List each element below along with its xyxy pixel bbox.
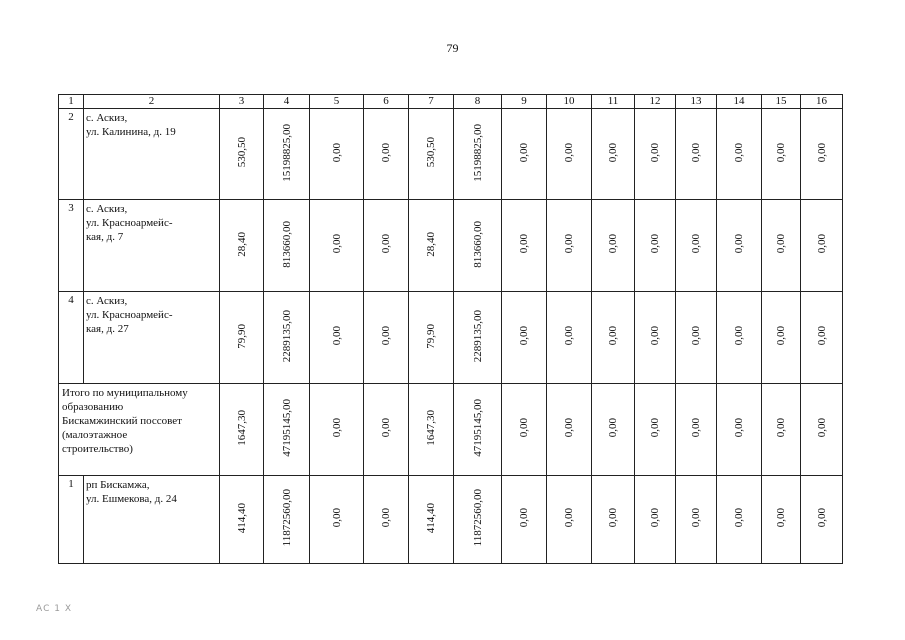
column-number: 16 [801, 95, 843, 109]
value-cell: 0,00 [592, 200, 635, 292]
column-number: 6 [364, 95, 409, 109]
value-cell: 0,00 [717, 476, 762, 564]
total-value-cell: 0,00 [717, 384, 762, 476]
column-number: 9 [502, 95, 547, 109]
row-number: 4 [59, 292, 84, 384]
value-cell: 15198825,00 [454, 109, 502, 200]
value-cell: 0,00 [310, 292, 364, 384]
column-number: 4 [264, 95, 310, 109]
total-value-cell: 0,00 [592, 384, 635, 476]
column-number: 8 [454, 95, 502, 109]
total-value-cell: 47195145,00 [264, 384, 310, 476]
value-cell: 530,50 [220, 109, 264, 200]
value-cell: 0,00 [676, 476, 717, 564]
total-value-cell: 1647,30 [220, 384, 264, 476]
column-number: 10 [547, 95, 592, 109]
value-cell: 0,00 [717, 109, 762, 200]
value-cell: 813660,00 [264, 200, 310, 292]
value-cell: 0,00 [547, 292, 592, 384]
total-value-cell: 0,00 [676, 384, 717, 476]
value-cell: 0,00 [592, 476, 635, 564]
row-address: с. Аскиз, ул. Красноармейс- кая, д. 27 [84, 292, 220, 384]
value-cell: 0,00 [547, 476, 592, 564]
value-cell: 0,00 [502, 200, 547, 292]
column-number: 15 [762, 95, 801, 109]
total-value-cell: 0,00 [547, 384, 592, 476]
value-cell: 0,00 [502, 476, 547, 564]
value-cell: 0,00 [592, 109, 635, 200]
value-cell: 0,00 [635, 109, 676, 200]
total-value-cell: 0,00 [310, 384, 364, 476]
value-cell: 0,00 [801, 109, 843, 200]
total-value-cell: 1647,30 [409, 384, 454, 476]
value-cell: 28,40 [409, 200, 454, 292]
value-cell: 530,50 [409, 109, 454, 200]
column-number-row [59, 95, 843, 109]
total-value-cell: 0,00 [762, 384, 801, 476]
value-cell: 0,00 [717, 200, 762, 292]
column-number: 5 [310, 95, 364, 109]
value-cell: 0,00 [364, 200, 409, 292]
value-cell: 2289135,00 [264, 292, 310, 384]
value-cell: 0,00 [547, 200, 592, 292]
column-number: 14 [717, 95, 762, 109]
value-cell: 15198825,00 [264, 109, 310, 200]
row-address: с. Аскиз, ул. Красноармейс- кая, д. 7 [84, 200, 220, 292]
total-row [59, 384, 843, 476]
column-number: 11 [592, 95, 635, 109]
value-cell: 0,00 [762, 200, 801, 292]
value-cell: 0,00 [310, 476, 364, 564]
column-number: 7 [409, 95, 454, 109]
column-number: 3 [220, 95, 264, 109]
value-cell: 0,00 [762, 292, 801, 384]
value-cell: 0,00 [801, 292, 843, 384]
value-cell: 79,90 [220, 292, 264, 384]
value-cell: 0,00 [635, 200, 676, 292]
total-value-cell: 0,00 [502, 384, 547, 476]
value-cell: 0,00 [502, 109, 547, 200]
value-cell: 0,00 [592, 292, 635, 384]
row-address: с. Аскиз, ул. Калинина, д. 19 [84, 109, 220, 200]
value-cell: 0,00 [547, 109, 592, 200]
scan-mark: АС 1 Х [36, 604, 73, 614]
value-cell: 2289135,00 [454, 292, 502, 384]
value-cell: 0,00 [310, 200, 364, 292]
value-cell: 813660,00 [454, 200, 502, 292]
value-cell: 0,00 [364, 109, 409, 200]
value-cell: 0,00 [310, 109, 364, 200]
value-cell: 0,00 [762, 476, 801, 564]
value-cell: 414,40 [220, 476, 264, 564]
column-number: 1 [59, 95, 84, 109]
value-cell: 0,00 [676, 109, 717, 200]
table-row [59, 476, 843, 564]
value-cell: 0,00 [801, 476, 843, 564]
table-row [59, 292, 843, 384]
row-number: 2 [59, 109, 84, 200]
row-number: 1 [59, 476, 84, 564]
value-cell: 28,40 [220, 200, 264, 292]
value-cell: 0,00 [801, 200, 843, 292]
table-row [59, 200, 843, 292]
value-cell: 0,00 [502, 292, 547, 384]
table-row [59, 109, 843, 200]
column-number: 2 [84, 95, 220, 109]
total-value-cell: 47195145,00 [454, 384, 502, 476]
value-cell: 0,00 [676, 292, 717, 384]
value-cell: 0,00 [762, 109, 801, 200]
column-number: 13 [676, 95, 717, 109]
total-value-cell: 0,00 [635, 384, 676, 476]
row-address: рп Бискамжа, ул. Ешмекова, д. 24 [84, 476, 220, 564]
value-cell: 0,00 [364, 476, 409, 564]
value-cell: 11872560,00 [264, 476, 310, 564]
housing-table [58, 94, 843, 564]
page-number: 79 [446, 41, 459, 55]
total-value-cell: 0,00 [801, 384, 843, 476]
row-number: 3 [59, 200, 84, 292]
value-cell: 79,90 [409, 292, 454, 384]
value-cell: 0,00 [717, 292, 762, 384]
value-cell: 0,00 [635, 476, 676, 564]
total-label: Итого по муниципальному образованию Бискамжинский поссовет (малоэтажное строительство) [59, 384, 220, 476]
column-number: 12 [635, 95, 676, 109]
value-cell: 0,00 [635, 292, 676, 384]
total-value-cell: 0,00 [364, 384, 409, 476]
value-cell: 0,00 [364, 292, 409, 384]
value-cell: 0,00 [676, 200, 717, 292]
value-cell: 11872560,00 [454, 476, 502, 564]
value-cell: 414,40 [409, 476, 454, 564]
